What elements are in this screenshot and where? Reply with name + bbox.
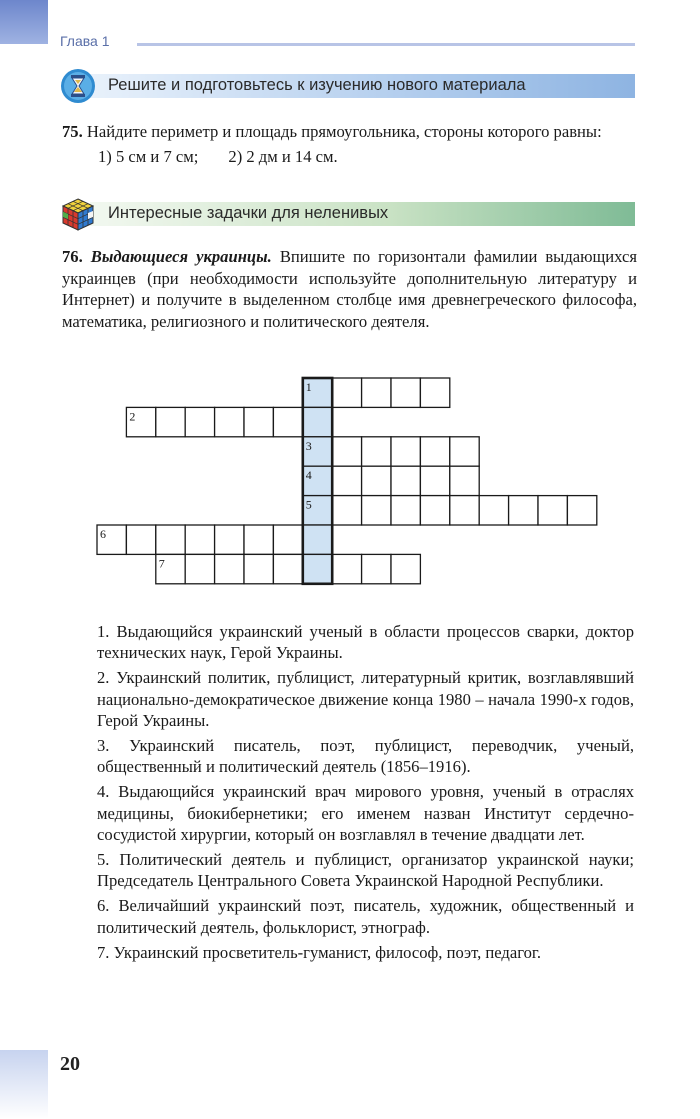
crossword-row-number: 3 (305, 438, 312, 453)
crossword-cell (567, 496, 596, 525)
clue-3: 3. Украинский писатель, поэт, публицист, переводчик, ученый, общественный и политический деятель (1856–1916). (97, 736, 634, 777)
crossword-row-number: 6 (100, 527, 106, 541)
crossword-clues (97, 621, 634, 967)
crossword-cell (273, 554, 302, 583)
task-number: 75. (62, 122, 83, 141)
crossword-cell (391, 496, 420, 525)
crossword-cell (332, 554, 361, 583)
crossword-cell (420, 437, 449, 466)
crossword-cell (450, 466, 479, 495)
clue-7: 7. Украинский просветитель-гуманист, философ, поэт, педагог. (97, 942, 541, 962)
crossword-cell (450, 496, 479, 525)
crossword-cell (362, 378, 391, 407)
crossword-row-number: 7 (158, 556, 165, 571)
crossword-cell (215, 554, 244, 583)
crossword-cell (215, 407, 244, 436)
clue-4: 4. Выдающийся украинский врач мирового уровня, ученый в отраслях медицины, биокибернетики; его именем назван Институт сердечно-сосудистой хирургии, который он возглавлял в течение двадцати лет. (97, 782, 634, 844)
crossword-cell (332, 496, 361, 525)
clue-6: 6. Величайший украинский поэт, писатель, художник, общественный и политический деятель, фольклорист, этнограф. (97, 896, 634, 937)
crossword-cell (538, 496, 567, 525)
crossword-cell (362, 466, 391, 495)
clue-1: 1. Выдающийся украинский ученый в области процессов сварки, доктор технических наук, Герой Украины. (97, 622, 634, 663)
task-text: Найдите периметр и площадь прямоугольника, стороны которого равны: (86, 122, 602, 141)
section-title: Решите и подготовьтесь к изучению нового материала (108, 76, 526, 94)
crossword-cell (156, 525, 185, 554)
crossword-cell (420, 496, 449, 525)
crossword-cell (420, 378, 449, 407)
crossword-cell (332, 466, 361, 495)
crossword-cell (362, 496, 391, 525)
crossword-cell (185, 554, 214, 583)
crossword-cell (420, 466, 449, 495)
crossword-cell (185, 407, 214, 436)
crossword-cell (156, 407, 185, 436)
crossword-cell (332, 378, 361, 407)
clue-2: 2. Украинский политик, публицист, литературный критик, возглавлявший национально-демократическое движение конца 1980 – начала 1990-х годов, Герой Украины. (97, 668, 634, 730)
crossword-cell (215, 525, 244, 554)
chapter-label: Глава 1 (60, 33, 110, 49)
crossword-row-number: 4 (305, 468, 312, 483)
crossword-cell (509, 496, 538, 525)
option-2: 2) 2 дм и 14 см. (228, 146, 338, 166)
clue-5: 5. Политический деятель и публицист, организатор украинской науки; Председатель Центрального Совета Украинской Народной Республики. (97, 850, 634, 891)
page-number: 20 (60, 1053, 80, 1075)
crossword-cell (391, 466, 420, 495)
crossword-cell (244, 407, 273, 436)
crossword-cell (479, 496, 508, 525)
crossword-cell (244, 525, 273, 554)
crossword-cell (362, 554, 391, 583)
crossword-cell (332, 437, 361, 466)
crossword-cell (126, 525, 155, 554)
crossword-cell (273, 407, 302, 436)
crossword-cell (244, 554, 273, 583)
crossword-row-number: 5 (305, 497, 312, 512)
crossword-highlight-cell (303, 407, 332, 436)
task-text: Впишите по горизонтали фамилии выдающихся украинцев (при необходимости используйте дополнительную литературу и Интернет) и получите в выделенном столбце имя древнегреческого философа, математика, религиозного и политического деятеля. (62, 247, 638, 331)
task-number: 76. (62, 247, 83, 266)
crossword-cell (362, 437, 391, 466)
crossword-cell (273, 525, 302, 554)
crossword-cell (450, 437, 479, 466)
crossword-row-number: 2 (129, 409, 136, 424)
crossword-cell (391, 378, 420, 407)
crossword-cell (391, 554, 420, 583)
crossword-cell (391, 437, 420, 466)
corner-accent-bottom (0, 1050, 48, 1119)
crossword-cell (185, 525, 214, 554)
option-1: 1) 5 см и 7 см; (98, 146, 199, 166)
task-title: Выдающиеся украинцы. (90, 247, 272, 266)
crossword-highlight-cell (303, 554, 332, 583)
section-title: Интересные задачки для неленивых (108, 204, 389, 222)
crossword-highlight-cell (303, 525, 332, 554)
crossword-row-number: 1 (305, 380, 312, 394)
